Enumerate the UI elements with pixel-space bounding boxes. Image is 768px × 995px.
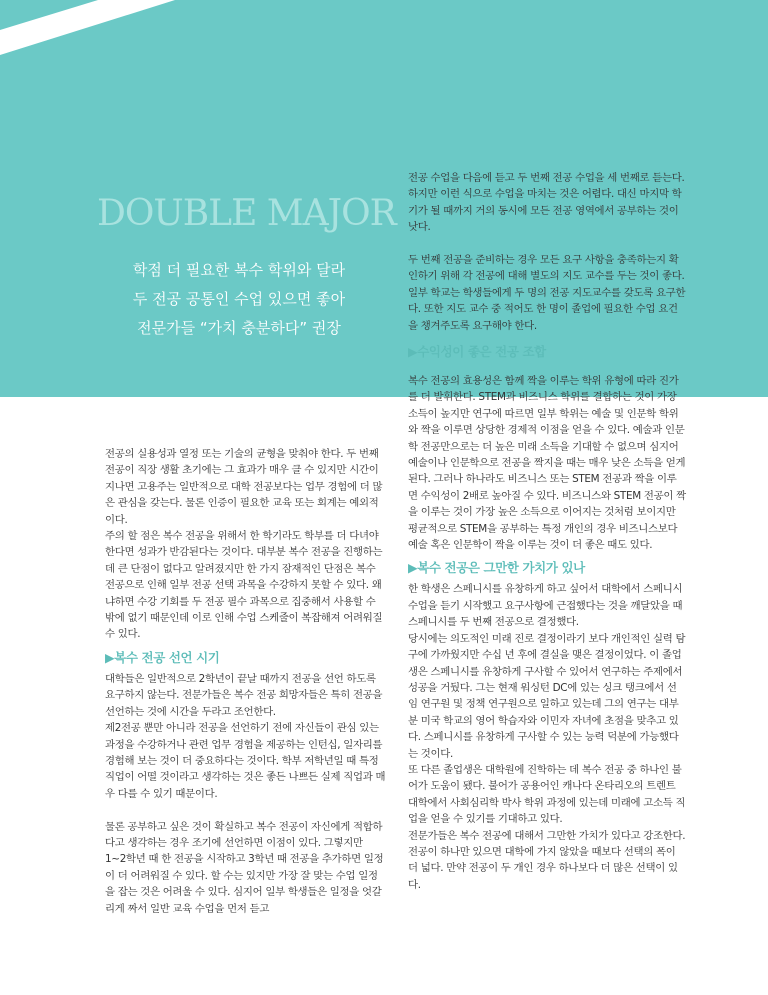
subtitle-line: 전문가들 “가치 충분하다” 권장 (137, 319, 341, 337)
decorative-stripe (0, 0, 200, 60)
section-heading: ▶수익성이 좋은 전공 조합 (408, 344, 546, 359)
left-column (105, 446, 386, 933)
paragraph: 제2전공 뿐만 아니라 전공을 선언하기 전에 자신들이 관심 있는 과정을 수강하거나 관련 업무 경험을 제공하는 인턴십, 일자리를 경험해 보는 것이 더 중요하다는 것이다. 학부 저학년일 때 특정 직업이 어떨 것이라고 생각하는 것은 좋든 나쁘든 실제 직업과 매우 다를 수 있기 때문이다. (105, 722, 386, 800)
subtitle-line: 두 전공 공통인 수업 있으면 좋아 (132, 290, 346, 308)
paragraph: 전문가들은 복수 전공에 대해서 그만한 가치가 있다고 강조한다. 전공이 하나만 있으면 대학에 가지 않았을 때보다 선택의 폭이 더 넓다. 만약 전공이 두 개인 경우 하나보다 더 많은 선택이 있다. (408, 829, 686, 891)
right-column (408, 344, 686, 893)
paragraph: 대학들은 일반적으로 2학년이 끝날 때까지 전공을 선언 하도록 요구하지 않는다. 전문가들은 복수 전공 희망자들은 특히 전공을 선언하는 것에 시간을 두라고 조언한다. (105, 672, 383, 718)
paragraph: 복수 전공의 효용성은 함께 짝을 이루는 학위 유형에 따라 진가를 더 발휘한다. STEM과 비즈니스 학위를 결합하는 것이 가장 소득이 높지만 연구에 따르면 일부 학위는 예술 및 인문학 학위와 짝을 이루면 상당한 경제적 이점을 얻을 수 있다. 예술과 인문학 전공만으로는 더 높은 미래 소득을 기대할 수 없으며 심지어 예술이나 인문학으로 전공을 짝지을 때는 매우 낮은 소득을 얻게 된다. 그러나 하나라도 비즈니스 또는 STEM 전공과 짝을 이루면 수익성이 2배로 높아질 수 있다. 비즈니스와 STEM 전공이 짝을 이루는 것이 가장 높은 소득으로 이어지는 것처럼 보이지만 평균적으로 STEM을 공부하는 특정 개인의 경우 비즈니스보다 예술 혹은 인문학이 짝을 이루는 것이 더 좋은 때도 있다. (408, 375, 686, 552)
article-subtitle (108, 256, 370, 343)
paragraph: 전공의 실용성과 열정 또는 기술의 균형을 맞춰야 한다. 두 번째 전공이 직장 생활 초기에는 그 효과가 매우 클 수 있지만 시간이 지나면 고용주는 일반적으로 대학 전공보다는 업무 경험에 더 많은 관심을 갖는다. 물론 인증이 필요한 교육 또는 회계는 예외적이다. (105, 448, 383, 526)
section-heading: ▶복수 전공은 그만한 가치가 있나 (408, 560, 585, 576)
subtitle-line: 학점 더 필요한 복수 학위와 달라 (132, 261, 346, 279)
paragraph: 두 번째 전공을 준비하는 경우 모든 요구 사항을 충족하는지 확인하기 위해 각 전공에 대해 별도의 지도 교수를 두는 것이 좋다. 일부 학교는 학생들에게 두 명의 전공 지도교수를 갖도록 요구한다. 또한 지도 교수 중 적어도 한 명이 졸업에 필요한 수업 요건을 챙겨주도록 요구해야 한다. (408, 254, 686, 332)
paragraph: 한 학생은 스페니시를 유창하게 하고 싶어서 대학에서 스페니시 수업을 듣기 시작했고 요구사항에 근접했다는 것을 깨달았을 때 스페니시를 두 번째 전공으로 결정했다. (408, 583, 683, 629)
section-heading: ▶복수 전공 선언 시기 (105, 649, 220, 665)
paragraph: 또 다른 졸업생은 대학원에 진학하는 데 복수 전공 중 하나인 불어가 도움이 됐다. 불어가 공용어인 캐나다 온타리오의 트렌트 대학에서 사회심리학 박사 학위 과정에 있는데 미래에 고소득 직업을 얻을 수 있기를 기대하고 있다. (408, 763, 686, 826)
paragraph: 당시에는 의도적인 미래 진로 결정이라기 보다 개인적인 실력 탐구에 가까웠지만 수십 년 후에 결실을 맺은 결정이었다. 이 졸업생은 스페니시를 유창하게 구사할 수 있어서 연구하는 주제에서 성공을 거뒀다. 그는 현재 워싱턴 DC에 있는 싱크 탱크에서 선임 연구원 및 정책 연구원으로 일하고 있는데 그의 연구는 대부분 미국 학교의 영어 학습자와 이민자 자녀에 초점을 맞추고 있다. 스페니시를 유창하게 구사할 수 있는 능력 덕분에 가능했다는 것이다. (408, 632, 686, 760)
paragraph: 주의 할 점은 복수 전공을 위해서 한 학기라도 학부를 더 다녀야 한다면 성과가 반감된다는 것이다. 대부분 복수 전공을 진행하는 데 큰 단점이 없다고 알려졌지만 한 가지 잠재적인 단점은 복수 전공으로 인해 일부 전공 선택 과목을 수강하지 못할 수 있다. 왜냐하면 수강 기회를 두 전공 필수 과목으로 집중해서 사용할 수 밖에 없기 때문인데 이로 인해 수업 스케줄이 복잡해져 어려워질 수 있다. (105, 530, 383, 641)
paragraph: 물론 공부하고 싶은 것이 확실하고 복수 전공이 자신에게 적합하다고 생각하는 경우 조기에 선언하면 이점이 있다. 그렇지만 1~2학년 때 한 전공을 시작하고 3학년 때 전공을 추가하면 일정이 더 어려워질 수 있다. 할 수는 있지만 가장 잘 맞는 수업 일정을 잡는 것은 어려울 수 있다. 심지어 일부 학생들은 일정을 엇갈리게 짜서 일반 교육 수업을 먼저 듣고 (105, 820, 384, 915)
right-column-top (408, 170, 686, 334)
article-title: DOUBLE MAJOR (97, 193, 396, 234)
paragraph: 전공 수업을 다음에 듣고 두 번째 전공 수업을 세 번째로 듣는다. 하지만 이런 식으로 수업을 마치는 것은 어렵다. 대신 마지막 학기가 될 때까지 거의 동시에 모든 전공 영역에서 공부하는 것이 낫다. (408, 172, 685, 234)
